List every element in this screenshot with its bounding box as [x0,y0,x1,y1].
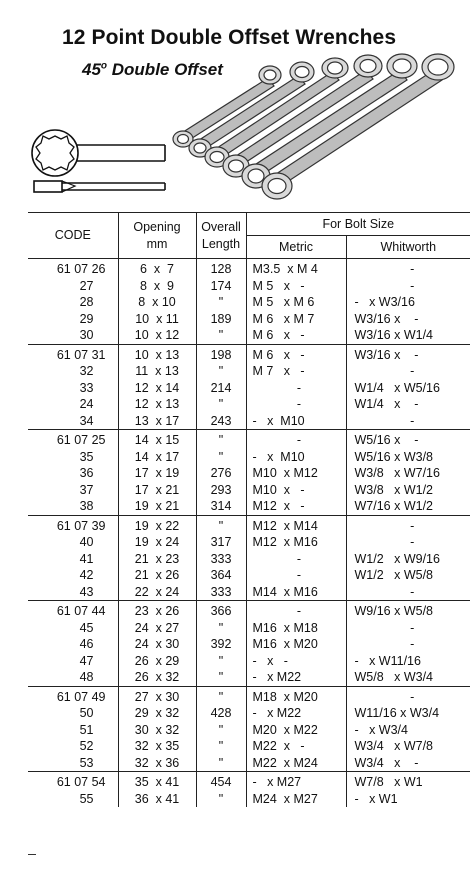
row-code: 61 07 39 [56,518,106,533]
col-header-whitworth: Whitworth [346,236,470,259]
row-metric: M16 x M20 [246,636,346,653]
col-header-metric: Metric [246,236,346,259]
row-code: 61 07 25 [56,433,106,447]
row-whitworth: W5/16 x W3/8 [346,449,470,466]
row-opening: 17 x 19 [118,465,196,482]
row-opening: 10 x 12 [118,327,196,344]
row-whitworth: W3/16 x - [346,344,470,363]
table-row [28,567,470,584]
row-metric: - x M22 [246,669,346,686]
table-row [28,772,470,791]
row-length: 333 [196,551,246,568]
table-row [28,311,470,328]
row-opening: 10 x 13 [118,344,196,363]
row-whitworth: W1/4 x - [346,396,470,413]
row-opening: 36 x 41 [118,791,196,808]
row-whitworth: - [346,363,470,380]
row-metric: M22 x M24 [246,755,346,772]
row-opening: 24 x 30 [118,636,196,653]
table-row [28,686,470,705]
row-whitworth: W5/16 x - [346,430,470,449]
table-row [28,705,470,722]
col-header-bolt-size: For Bolt Size [246,213,470,236]
row-code: 43 [28,584,118,601]
row-metric: M12 x M14 [246,515,346,534]
table-row [28,482,470,499]
row-whitworth: - [346,278,470,295]
row-code: 41 [79,551,94,566]
row-metric: M20 x M22 [246,722,346,739]
row-opening: 21 x 23 [118,551,196,568]
row-whitworth: - x W3/16 [346,294,470,311]
row-metric: M14 x M16 [246,584,346,601]
row-opening: 32 x 35 [118,738,196,755]
row-code: 61 07 54 [56,775,106,789]
row-length: " [196,653,246,670]
row-length: " [196,755,246,772]
row-opening: 14 x 15 [118,430,196,449]
row-opening: 23 x 26 [118,601,196,620]
row-length: 174 [196,278,246,295]
row-opening: 29 x 32 [118,705,196,722]
row-opening: 8 x 9 [118,278,196,295]
row-whitworth: - [346,515,470,534]
wrench-spec-table [28,212,470,807]
row-length: " [196,363,246,380]
row-opening: 10 x 11 [118,311,196,328]
table-row [28,755,470,772]
row-metric: M 5 x M 6 [246,294,346,311]
table-row [28,294,470,311]
row-code: 36 [79,466,94,480]
row-code: 29 [79,311,94,326]
table-row [28,327,470,344]
row-length: " [196,449,246,466]
row-metric: M3.5 x M 4 [246,259,346,278]
row-length: 214 [196,380,246,397]
row-length: 243 [196,413,246,430]
table-row [28,259,470,278]
row-whitworth: W1/2 x W9/16 [346,551,470,568]
row-opening: 21 x 26 [118,567,196,584]
row-length: " [196,669,246,686]
row-code: 50 [79,706,94,720]
row-whitworth: W7/8 x W1 [346,772,470,791]
row-code: 61 07 49 [56,689,106,704]
row-metric: M12 x M16 [246,534,346,551]
row-whitworth: - x W1 [346,791,470,808]
row-length: 364 [196,567,246,584]
row-metric: - x M27 [246,772,346,791]
row-opening: 12 x 14 [118,380,196,397]
row-length: 317 [196,534,246,551]
row-whitworth: W1/2 x W5/8 [346,567,470,584]
table-row [28,380,470,397]
table-row [28,653,470,670]
row-metric: - x M22 [246,705,346,722]
row-code: 37 [79,482,94,497]
row-code: 51 [79,722,94,737]
table-row [28,551,470,568]
row-opening: 11 x 13 [118,363,196,380]
footer-mark [28,854,36,855]
table-row [28,430,470,449]
row-length: 276 [196,465,246,482]
row-length: " [196,722,246,739]
table-row [28,738,470,755]
table-row [28,396,470,413]
row-opening: 32 x 36 [118,755,196,772]
row-length: 293 [196,482,246,499]
row-metric: - x M10 [246,449,346,466]
row-opening: 24 x 27 [118,620,196,637]
row-opening: 12 x 13 [118,396,196,413]
row-whitworth: - x W3/4 [346,722,470,739]
row-code: 48 [28,669,118,686]
row-code: 47 [79,653,94,668]
row-whitworth: W3/8 x W1/2 [346,482,470,499]
col-header-length [196,213,246,259]
row-metric: M 6 x - [246,344,346,363]
row-metric: M 6 x - [246,327,346,344]
row-whitworth: - [346,259,470,278]
row-code: 27 [79,278,94,293]
row-length: 333 [196,584,246,601]
row-metric: M18 x M20 [246,686,346,705]
row-whitworth: - x W11/16 [346,653,470,670]
row-length: 128 [196,259,246,278]
row-code: 61 07 31 [56,347,106,362]
table-row [28,498,470,515]
row-opening: 17 x 21 [118,482,196,499]
row-code: 42 [79,568,94,582]
row-code: 33 [79,380,94,395]
row-length: 314 [196,498,246,515]
table-row [28,620,470,637]
row-code: 55 [79,791,94,806]
wrench-set-photo [173,54,454,199]
row-whitworth: - [346,620,470,637]
row-code: 46 [79,637,94,651]
row-opening: 22 x 24 [118,584,196,601]
subtitle-angle: 45 [82,60,101,79]
row-whitworth: W9/16 x W5/8 [346,601,470,620]
table-row [28,515,470,534]
row-code: 38 [28,498,118,515]
row-length: " [196,294,246,311]
row-code: 32 [79,364,94,378]
row-metric: - [246,551,346,568]
row-code: 45 [79,620,94,635]
table-row [28,601,470,620]
page-title: 12 Point Double Offset Wrenches [62,26,397,49]
row-opening: 13 x 17 [118,413,196,430]
row-code: 61 07 26 [56,262,106,276]
row-opening: 14 x 17 [118,449,196,466]
row-length: " [196,515,246,534]
row-opening: 19 x 24 [118,534,196,551]
row-metric: - [246,396,346,413]
row-opening: 19 x 22 [118,515,196,534]
table-row [28,465,470,482]
row-metric: - [246,380,346,397]
row-metric: - [246,601,346,620]
row-code: 52 [79,739,94,753]
col-header-code: CODE [28,213,118,259]
table-row [28,413,470,430]
row-whitworth: - [346,686,470,705]
table-body [28,259,470,808]
row-code: 35 [79,449,94,464]
row-length: " [196,430,246,449]
row-code: 30 [28,327,118,344]
row-opening: 6 x 7 [118,259,196,278]
row-code: 53 [28,755,118,772]
wrench-illustration [0,0,474,212]
row-whitworth: W7/16 x W1/2 [346,498,470,515]
row-metric: M 5 x - [246,278,346,295]
row-length: " [196,686,246,705]
row-length: 366 [196,601,246,620]
row-metric: M10 x - [246,482,346,499]
row-whitworth: W3/8 x W7/16 [346,465,470,482]
col-header-length-line2: Length [201,236,241,251]
row-metric: M16 x M18 [246,620,346,637]
table-row [28,278,470,295]
row-length: 189 [196,311,246,328]
row-whitworth: W1/4 x W5/16 [346,380,470,397]
row-whitworth: - [346,636,470,653]
col-header-opening [118,213,196,259]
row-code: 34 [28,413,118,430]
row-metric: M22 x - [246,738,346,755]
subtitle-degree: o [100,60,108,72]
row-whitworth: W11/16 x W3/4 [346,705,470,722]
table-row [28,534,470,551]
row-length: " [196,327,246,344]
row-metric: M 7 x - [246,363,346,380]
table-row [28,344,470,363]
row-whitworth: - [346,534,470,551]
row-metric: M12 x - [246,498,346,515]
row-code: 28 [79,295,94,309]
row-length: " [196,791,246,808]
subtitle-text: Double Offset [111,60,223,79]
row-metric: M24 x M27 [246,791,346,808]
row-length: 392 [196,636,246,653]
row-length: " [196,396,246,413]
row-whitworth: W3/16 x W1/4 [346,327,470,344]
row-opening: 26 x 29 [118,653,196,670]
row-code: 40 [79,535,94,549]
table-row [28,791,470,808]
row-metric: M 6 x M 7 [246,311,346,328]
row-code: 61 07 44 [56,604,106,618]
row-opening: 27 x 30 [118,686,196,705]
row-whitworth: W3/16 x - [346,311,470,328]
row-metric: - [246,567,346,584]
row-whitworth: - [346,584,470,601]
row-opening: 35 x 41 [118,772,196,791]
row-whitworth: W3/4 x W7/8 [346,738,470,755]
row-code: 24 [79,397,94,411]
col-header-opening-line2: mm [146,236,168,251]
row-length: " [196,738,246,755]
table-row [28,722,470,739]
row-metric: - x - [246,653,346,670]
table-row [28,636,470,653]
table-row [28,669,470,686]
table-row [28,449,470,466]
row-opening: 30 x 32 [118,722,196,739]
table-row [28,584,470,601]
row-opening: 26 x 32 [118,669,196,686]
wrench-profile-diagram [32,130,165,192]
row-length: 454 [196,772,246,791]
row-length: 198 [196,344,246,363]
row-opening: 8 x 10 [118,294,196,311]
row-length: 428 [196,705,246,722]
col-header-opening-line1: Opening [133,220,181,234]
row-whitworth: W5/8 x W3/4 [346,669,470,686]
row-whitworth: - [346,413,470,430]
row-whitworth: W3/4 x - [346,755,470,772]
col-header-length-line1: Overall [201,220,241,234]
table-header [28,213,470,259]
row-opening: 19 x 21 [118,498,196,515]
row-metric: - x M10 [246,413,346,430]
table-row [28,363,470,380]
row-length: " [196,620,246,637]
row-metric: - [246,430,346,449]
row-metric: M10 x M12 [246,465,346,482]
